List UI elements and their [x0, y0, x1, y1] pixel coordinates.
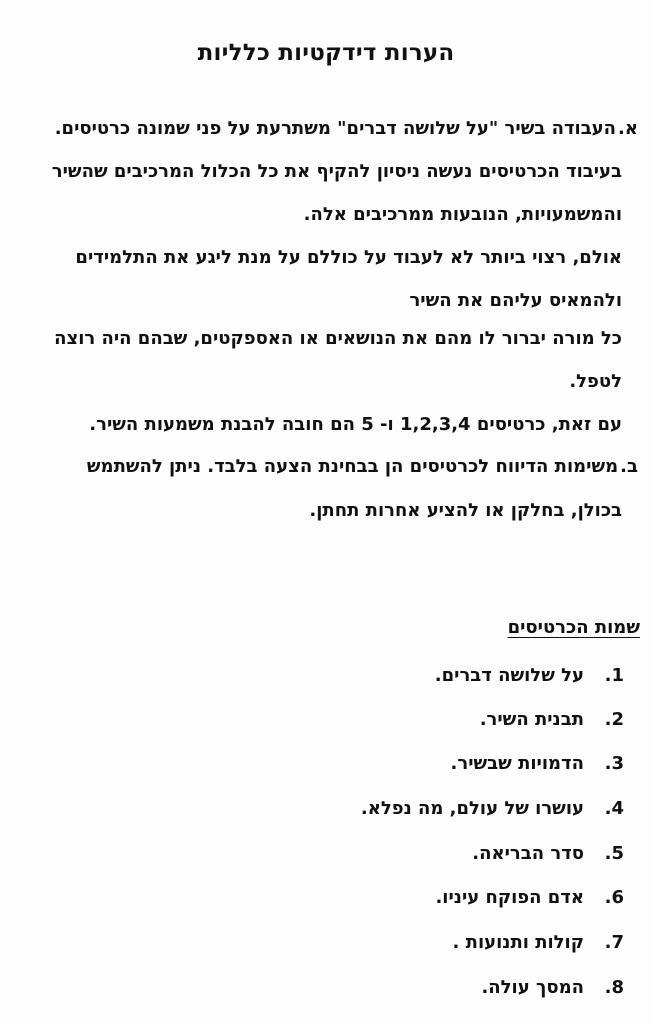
card-list-item — [451, 752, 624, 776]
section-b-line-2: בכולן, בחלקן או להציע אחרות תחתן. — [309, 500, 622, 521]
card-name: עושרו של עולם, מה נפלא. — [360, 798, 584, 819]
card-name: על שלושה דברים. — [434, 665, 584, 686]
section-a-line-1-text: העבודה בשיר "על שלושה דברים" משתרעת על פני שמונה כרטיסים. — [54, 118, 617, 139]
section-a-line-6: כל מורה יברור לו מהם את הנושאים או האספקטים, שבהם היה רוצה — [54, 328, 622, 349]
card-number: 3. — [604, 753, 624, 774]
card-number: 2. — [604, 709, 624, 730]
card-number: 5. — [604, 843, 624, 864]
card-name: קולות ותנועות . — [452, 932, 584, 953]
card-list-item — [435, 886, 624, 910]
card-list-item — [472, 842, 624, 866]
card-name: אדם הפוקח עיניו. — [435, 887, 584, 908]
section-b-marker: ב. — [620, 456, 638, 477]
page-title: הערות דידקטיות כלליות — [197, 40, 455, 66]
card-number: 8. — [604, 977, 624, 998]
card-number: 4. — [604, 798, 624, 819]
section-a-line-3: והמשמעויות, הנובעות ממרכיבים אלה. — [303, 204, 622, 225]
section-a-line-1 — [55, 117, 638, 141]
card-name: סדר הבריאה. — [472, 843, 584, 864]
section-a-line-7: לטפל. — [569, 371, 622, 392]
cards-heading: שמות הכרטיסים — [507, 617, 640, 638]
card-list-item — [361, 797, 624, 821]
card-number: 7. — [604, 932, 624, 953]
section-a-line-8: עם זאת, כרטיסים 1,2,3,4 ו- 5 הם חובה להבנת משמעות השיר. — [89, 414, 622, 435]
section-a-marker: א. — [618, 118, 638, 139]
section-b-line-1-text: משימות הדיווח לכרטיסים הן בבחינת הצעה בלבד. ניתן להשתמש — [86, 456, 619, 477]
card-name: תבנית השיר. — [479, 709, 584, 730]
section-b-line-1 — [87, 455, 638, 479]
section-a-line-2: בעיבוד הכרטיסים נעשה ניסיון להקיף את כל הכלול המרכיבים שהשיר — [51, 161, 622, 182]
card-name: המסך עולה. — [481, 977, 584, 998]
section-a-line-4: אולם, רצוי ביותר לא לעבוד על כוללם על מנת ליגע את התלמידים — [75, 247, 622, 268]
card-list-item — [453, 931, 624, 955]
card-number: 1. — [604, 665, 624, 686]
card-list-item — [480, 708, 624, 732]
card-list-item — [435, 664, 624, 688]
card-name: הדמויות שבשיר. — [450, 753, 584, 774]
card-list-item — [481, 976, 624, 1000]
card-number: 6. — [604, 887, 624, 908]
section-a-line-5: ולהמאיס עליהם את השיר — [409, 290, 622, 311]
